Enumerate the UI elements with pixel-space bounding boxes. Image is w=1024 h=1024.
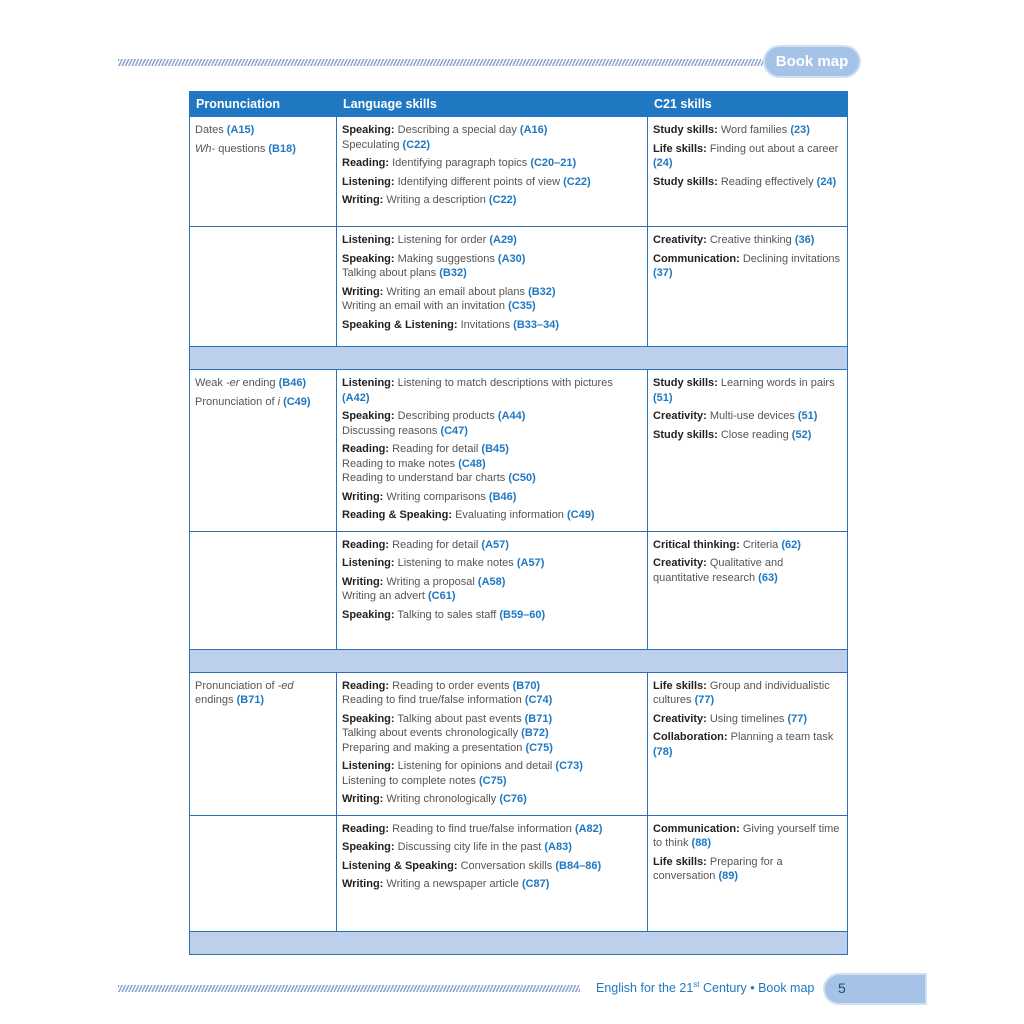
skill-entry bbox=[342, 442, 642, 457]
skill-label: Speaking: bbox=[342, 712, 395, 725]
skill-entry bbox=[342, 138, 642, 153]
skill-text-italic: -ed bbox=[277, 679, 294, 692]
skill-entry bbox=[342, 693, 642, 708]
skill-text: Writing a proposal bbox=[383, 575, 478, 588]
lesson-reference: (B32) bbox=[439, 267, 467, 279]
skill-label: Speaking: bbox=[342, 124, 395, 136]
lesson-reference: (C22) bbox=[402, 138, 431, 151]
lesson-reference: (A30) bbox=[497, 252, 526, 265]
book-map-table bbox=[189, 91, 848, 955]
skill-text: Speculating bbox=[342, 138, 403, 151]
lesson-reference: (B46) bbox=[488, 490, 517, 503]
skill-text: Reading effectively bbox=[717, 175, 817, 188]
skill-entry bbox=[653, 233, 842, 248]
skill-entry bbox=[342, 156, 642, 171]
skill-label: Reading & Speaking: bbox=[342, 509, 453, 521]
lesson-reference: (63) bbox=[758, 571, 778, 584]
skill-label: Communication: bbox=[653, 822, 740, 835]
skill-text: Writing comparisons bbox=[383, 490, 489, 503]
lesson-reference: (C22) bbox=[488, 194, 517, 206]
lesson-reference: (A58) bbox=[477, 575, 506, 588]
skill-label: Reading: bbox=[342, 679, 390, 692]
skill-entry bbox=[342, 575, 642, 590]
skill-text: questions bbox=[215, 142, 269, 155]
table-row bbox=[190, 531, 848, 649]
lesson-reference: (B33–34) bbox=[513, 318, 560, 331]
lesson-reference: (89) bbox=[718, 870, 738, 882]
unit-separator-row bbox=[190, 347, 848, 370]
lesson-reference: (C87) bbox=[521, 878, 550, 890]
c21-skills-cell bbox=[648, 117, 848, 227]
skill-text: Listening for order bbox=[394, 234, 490, 246]
c21-skills-cell bbox=[648, 227, 848, 347]
skill-text-italic: -er bbox=[225, 377, 240, 389]
skill-entry bbox=[342, 508, 642, 523]
skill-entry bbox=[653, 123, 842, 138]
lesson-reference: (A42) bbox=[342, 391, 370, 404]
skill-entry bbox=[653, 822, 842, 851]
skill-label: Creativity: bbox=[653, 234, 707, 246]
skill-entry bbox=[342, 376, 642, 405]
lesson-reference: (B71) bbox=[524, 712, 553, 725]
c21-skills-cell bbox=[648, 815, 848, 931]
skill-text: Evaluating information bbox=[452, 509, 567, 521]
skill-text: Writing a newspaper article bbox=[383, 878, 522, 890]
language-skills-cell bbox=[337, 227, 648, 347]
lesson-reference: (C73) bbox=[555, 760, 583, 772]
skill-label: Writing: bbox=[342, 194, 384, 206]
skill-text: Writing an email about plans bbox=[383, 285, 529, 298]
lesson-reference: (A44) bbox=[497, 410, 526, 422]
skill-entry bbox=[342, 712, 642, 727]
skill-entry bbox=[342, 424, 642, 439]
skill-entry bbox=[342, 556, 642, 571]
c21-skills-cell bbox=[648, 531, 848, 649]
skill-entry bbox=[342, 266, 642, 281]
skill-label: Speaking & Listening: bbox=[342, 318, 458, 331]
lesson-reference: (C47) bbox=[440, 424, 468, 437]
skill-entry bbox=[342, 822, 642, 837]
lesson-reference: (24) bbox=[653, 157, 673, 169]
skill-label: Creativity: bbox=[653, 557, 707, 569]
table-row bbox=[190, 815, 848, 931]
lesson-reference: (C76) bbox=[499, 793, 527, 805]
table-header-row bbox=[190, 92, 848, 117]
table-row bbox=[190, 117, 848, 227]
skill-label: Study skills: bbox=[653, 428, 718, 441]
lesson-reference: (B32) bbox=[528, 285, 556, 298]
column-header-pronunciation: Pronunciation bbox=[190, 92, 337, 117]
skill-label: Reading: bbox=[342, 822, 390, 835]
skill-text: Pronunciation of bbox=[195, 395, 278, 408]
skill-text: Using timelines bbox=[706, 712, 788, 725]
skill-text: Dates bbox=[195, 124, 227, 136]
skill-label: Creativity: bbox=[653, 410, 707, 422]
pronunciation-cell bbox=[190, 672, 337, 815]
skill-text: Qualitative and quantitative research bbox=[653, 557, 784, 584]
skill-text: Reading to order events bbox=[389, 679, 513, 692]
separator-cell bbox=[190, 931, 848, 954]
skill-entry bbox=[653, 679, 842, 708]
lesson-reference: (51) bbox=[653, 391, 673, 404]
pronunciation-entry bbox=[195, 142, 331, 157]
skill-text: Discussing reasons bbox=[342, 424, 441, 437]
skill-label: Writing: bbox=[342, 285, 384, 298]
lesson-reference: (C20–21) bbox=[530, 157, 577, 169]
language-skills-cell bbox=[337, 815, 648, 931]
skill-entry bbox=[653, 712, 842, 727]
skill-entry bbox=[342, 608, 642, 623]
skill-text: Criteria bbox=[739, 538, 782, 551]
skill-text: Talking about plans bbox=[342, 267, 440, 279]
pronunciation-cell bbox=[190, 227, 337, 347]
lesson-reference: (37) bbox=[653, 267, 673, 279]
language-skills-cell bbox=[337, 117, 648, 227]
skill-text: Declining invitations bbox=[739, 252, 841, 265]
skill-entry bbox=[342, 318, 642, 333]
lesson-reference: (52) bbox=[791, 428, 812, 441]
skill-text: Writing an email with an invitation bbox=[342, 300, 509, 312]
lesson-reference: (A29) bbox=[489, 234, 517, 246]
skill-entry bbox=[342, 840, 642, 855]
skill-text: Writing an advert bbox=[342, 590, 429, 602]
pronunciation-entry bbox=[195, 123, 331, 138]
skill-label: Listening: bbox=[342, 175, 395, 188]
skill-entry bbox=[653, 252, 842, 281]
pronunciation-entry bbox=[195, 395, 331, 410]
table-row bbox=[190, 672, 848, 815]
skill-text: Identifying different points of view bbox=[394, 175, 564, 188]
skill-text: ending bbox=[239, 377, 279, 389]
skill-text: Listening to complete notes bbox=[342, 774, 479, 787]
skill-text: Pronunciation of bbox=[195, 679, 278, 692]
pronunciation-entry bbox=[195, 679, 331, 708]
skill-label: Writing: bbox=[342, 878, 384, 890]
language-skills-cell bbox=[337, 672, 648, 815]
skill-text: Reading for detail bbox=[389, 538, 482, 551]
skill-entry bbox=[342, 589, 642, 604]
lesson-reference: (C35) bbox=[508, 300, 536, 312]
skill-entry bbox=[342, 471, 642, 486]
lesson-reference: (C49) bbox=[566, 509, 595, 521]
lesson-reference: (77) bbox=[787, 712, 808, 725]
skill-text: Describing a special day bbox=[394, 124, 520, 136]
skill-entry bbox=[653, 428, 842, 443]
skill-entry bbox=[342, 457, 642, 472]
skill-text: Making suggestions bbox=[394, 252, 498, 265]
skill-text: Reading to understand bar charts bbox=[342, 472, 509, 484]
skill-label: Listening & Speaking: bbox=[342, 859, 458, 872]
lesson-reference: (B18) bbox=[268, 142, 296, 155]
c21-skills-cell bbox=[648, 672, 848, 815]
skill-text: Planning a team task bbox=[727, 731, 834, 743]
skill-entry bbox=[653, 409, 842, 424]
skill-text: Writing a description bbox=[383, 194, 489, 206]
lesson-reference: (A83) bbox=[544, 841, 572, 853]
table-row bbox=[190, 370, 848, 532]
skill-text: Finding out about a career bbox=[706, 142, 839, 155]
pronunciation-cell bbox=[190, 531, 337, 649]
skill-text: Close reading bbox=[717, 428, 792, 441]
book-map-tab: Book map bbox=[765, 47, 859, 76]
skill-text: Reading to make notes bbox=[342, 457, 459, 470]
skill-label: Reading: bbox=[342, 157, 390, 169]
lesson-reference: (C50) bbox=[508, 472, 536, 484]
lesson-reference: (C74) bbox=[524, 694, 553, 706]
skill-label: Life skills: bbox=[653, 142, 707, 155]
skill-label: Communication: bbox=[653, 252, 740, 265]
skill-text: Talking to sales staff bbox=[394, 608, 500, 621]
pronunciation-cell bbox=[190, 370, 337, 532]
lesson-reference: (C49) bbox=[283, 395, 311, 408]
language-skills-cell bbox=[337, 531, 648, 649]
skill-label: Study skills: bbox=[653, 377, 718, 389]
skill-text: Writing chronologically bbox=[383, 793, 500, 805]
c21-skills-cell bbox=[648, 370, 848, 532]
skill-entry bbox=[342, 877, 642, 892]
skill-entry bbox=[342, 175, 642, 190]
lesson-reference: (B72) bbox=[521, 727, 549, 739]
lesson-reference: (A57) bbox=[516, 557, 545, 569]
lesson-reference: (A82) bbox=[574, 822, 603, 835]
skill-text: Listening to make notes bbox=[394, 557, 517, 569]
skill-text-italic: i bbox=[277, 395, 281, 408]
skill-label: Study skills: bbox=[653, 124, 718, 136]
skill-text: Word families bbox=[717, 124, 791, 136]
pronunciation-cell bbox=[190, 117, 337, 227]
lesson-reference: (B46) bbox=[278, 377, 307, 389]
skill-text: Preparing for a conversation bbox=[653, 855, 783, 882]
lesson-reference: (B45) bbox=[481, 443, 509, 455]
skill-entry bbox=[342, 299, 642, 314]
skill-entry bbox=[653, 730, 842, 759]
skill-text: Learning words in pairs bbox=[717, 377, 835, 389]
skill-text: endings bbox=[195, 694, 237, 706]
skill-entry bbox=[342, 252, 642, 267]
header-decorative-rule bbox=[118, 59, 773, 66]
skill-label: Life skills: bbox=[653, 679, 707, 692]
skill-entry bbox=[653, 142, 842, 171]
skill-label: Life skills: bbox=[653, 855, 707, 868]
lesson-reference: (B70) bbox=[512, 679, 541, 692]
lesson-reference: (62) bbox=[781, 538, 801, 551]
skill-entry bbox=[653, 175, 842, 190]
footer-title: English for the 21st Century • Book map bbox=[596, 980, 815, 996]
skill-text: Conversation skills bbox=[457, 859, 556, 872]
skill-entry bbox=[342, 679, 642, 694]
column-header-language-skills: Language skills bbox=[337, 92, 648, 117]
skill-text: Talking about past events bbox=[394, 712, 525, 725]
footer-decorative-rule bbox=[118, 985, 580, 992]
unit-separator-row bbox=[190, 649, 848, 672]
skill-label: Reading: bbox=[342, 538, 390, 551]
skill-entry bbox=[342, 774, 642, 789]
skill-label: Speaking: bbox=[342, 841, 395, 853]
language-skills-cell bbox=[337, 370, 648, 532]
skill-entry bbox=[342, 490, 642, 505]
lesson-reference: (78) bbox=[653, 745, 673, 758]
lesson-reference: (C22) bbox=[563, 175, 591, 188]
lesson-reference: (24) bbox=[816, 175, 837, 188]
lesson-reference: (C75) bbox=[525, 741, 553, 754]
skill-entry bbox=[653, 855, 842, 884]
skill-entry bbox=[342, 193, 642, 208]
skill-entry bbox=[342, 123, 642, 138]
page-number: 5 bbox=[838, 980, 846, 996]
skill-text: Describing products bbox=[394, 410, 498, 422]
skill-label: Creativity: bbox=[653, 712, 707, 725]
skill-text: Invitations bbox=[457, 318, 514, 331]
skill-label: Speaking: bbox=[342, 252, 395, 265]
skill-label: Listening: bbox=[342, 377, 395, 389]
skill-label: Writing: bbox=[342, 575, 384, 588]
skill-text: Identifying paragraph topics bbox=[389, 157, 531, 169]
lesson-reference: (36) bbox=[794, 234, 815, 246]
skill-entry bbox=[653, 376, 842, 405]
skill-entry bbox=[653, 538, 842, 553]
skill-label: Listening: bbox=[342, 760, 395, 772]
skill-text: Reading to find true/false information bbox=[342, 694, 525, 706]
skill-label: Listening: bbox=[342, 234, 395, 246]
skill-entry bbox=[342, 409, 642, 424]
skill-entry bbox=[342, 285, 642, 300]
skill-entry bbox=[342, 538, 642, 553]
skill-text: Talking about events chronologically bbox=[342, 727, 522, 739]
skill-label: Speaking: bbox=[342, 608, 395, 621]
skill-text: Listening for opinions and detail bbox=[394, 760, 556, 772]
skill-entry bbox=[653, 556, 842, 585]
lesson-reference: (B71) bbox=[236, 694, 265, 706]
skill-label: Speaking: bbox=[342, 410, 395, 422]
skill-entry bbox=[342, 792, 642, 807]
skill-label: Writing: bbox=[342, 490, 384, 503]
skill-text: Preparing and making a presentation bbox=[342, 741, 526, 754]
skill-label: Collaboration: bbox=[653, 731, 728, 743]
skill-entry bbox=[342, 759, 642, 774]
skill-label: Critical thinking: bbox=[653, 538, 740, 551]
lesson-reference: (C48) bbox=[458, 457, 486, 470]
pronunciation-entry bbox=[195, 376, 331, 391]
skill-label: Listening: bbox=[342, 557, 395, 569]
skill-label: Reading: bbox=[342, 443, 390, 455]
table-row bbox=[190, 227, 848, 347]
skill-text-italic: Wh- bbox=[195, 142, 216, 155]
lesson-reference: (77) bbox=[694, 694, 715, 706]
skill-text: Weak bbox=[195, 377, 226, 389]
skill-text: Group and individualistic cultures bbox=[653, 679, 830, 706]
lesson-reference: (A57) bbox=[481, 538, 509, 551]
column-header-c21-skills: C21 skills bbox=[648, 92, 848, 117]
lesson-reference: (B59–60) bbox=[499, 608, 546, 621]
skill-label: Study skills: bbox=[653, 175, 718, 188]
lesson-reference: (51) bbox=[797, 410, 818, 422]
lesson-reference: (23) bbox=[790, 124, 810, 136]
skill-entry bbox=[342, 233, 642, 248]
skill-text: Giving yourself time to think bbox=[653, 822, 840, 849]
lesson-reference: (C75) bbox=[478, 774, 507, 787]
lesson-reference: (B84–86) bbox=[555, 859, 602, 872]
skill-text: Reading for detail bbox=[389, 443, 482, 455]
skill-text: Reading to find true/false information bbox=[389, 822, 575, 835]
skill-entry bbox=[342, 859, 642, 874]
skill-text: Listening to match descriptions with pictures bbox=[394, 377, 613, 389]
skill-label: Writing: bbox=[342, 793, 384, 805]
lesson-reference: (A16) bbox=[519, 124, 548, 136]
skill-entry bbox=[342, 741, 642, 756]
lesson-reference: (C61) bbox=[428, 590, 456, 602]
separator-cell bbox=[190, 347, 848, 370]
skill-entry bbox=[342, 726, 642, 741]
skill-text: Creative thinking bbox=[706, 234, 795, 246]
lesson-reference: (88) bbox=[691, 837, 712, 849]
pronunciation-cell bbox=[190, 815, 337, 931]
unit-separator-row bbox=[190, 931, 848, 954]
skill-text: Discussing city life in the past bbox=[394, 841, 545, 853]
skill-text: Multi-use devices bbox=[706, 410, 798, 422]
separator-cell bbox=[190, 649, 848, 672]
lesson-reference: (A15) bbox=[226, 124, 255, 136]
